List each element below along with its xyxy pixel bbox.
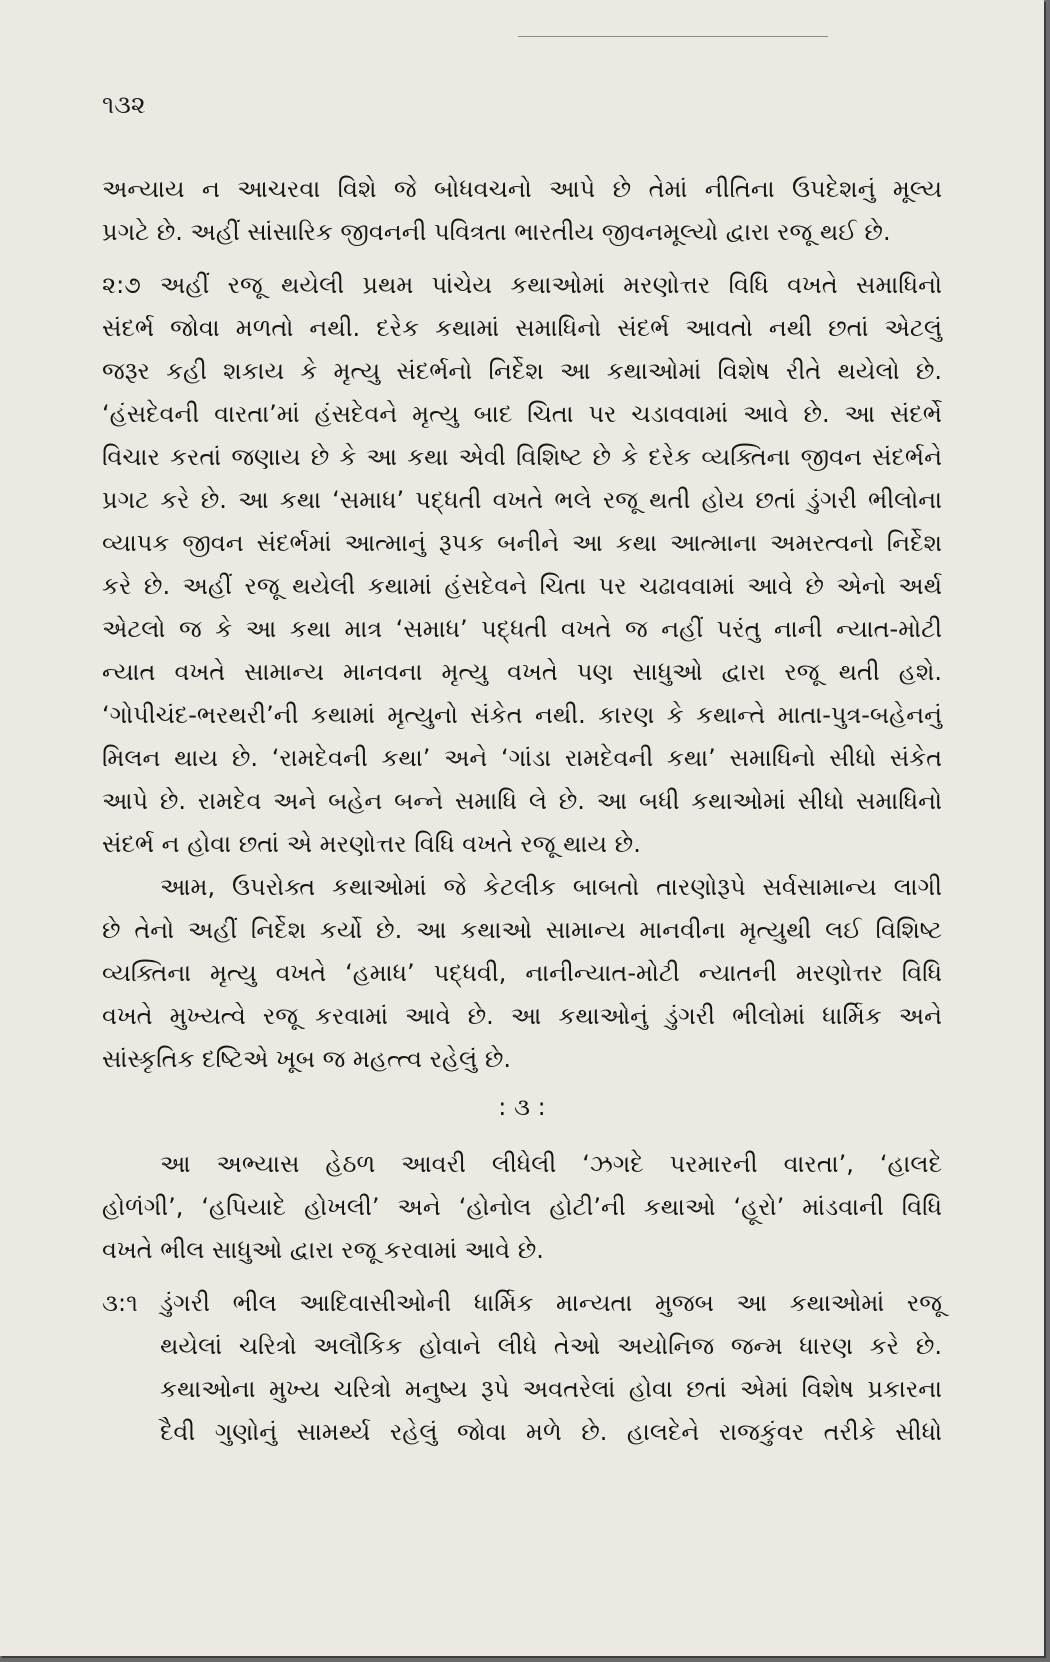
text-line: સાંસ્કૃતિક દષ્ટિએ ખૂબ જ મહત્ત્વ રહેલું છે. [102,1045,512,1073]
paragraph-number: ૩:૧ [102,1289,138,1317]
text-line: કરે છે. અહીં રજૂ થયેલી કથામાં હંસદેવને ચિતા પર ચઢાવવામાં આવે છે એનો અર્થ [102,572,942,600]
text-line: પ્રગટ કરે છે. આ કથા ‘સમાધ’ પદ્ધતી વખતે ભલે રજૂ થતી હોય છતાં ડુંગરી ભીલોના [102,486,942,514]
numbered-paragraph-start [102,1282,942,1325]
text-line: ન્યાત વખતે સામાન્ય માનવના મૃત્યુ વખતે પણ સાધુઓ દ્વારા રજૂ થતી હશે. [102,658,942,686]
text-line: ‘હંસદેવની વારતા’માં હંસદેવને મૃત્યુ બાદ ચિતા પર ચડાવવામાં આવે છે. આ સંદર્ભે [102,400,942,428]
text-line: આ અભ્યાસ હેઠળ આવરી લીધેલી ‘ઝગદે પરમારની વારતા’, ‘હાલદે [160,1150,942,1178]
text-line: વખતે ભીલ સાધુઓ દ્વારા રજૂ કરવામાં આવે છે. [102,1236,544,1264]
text-line: વ્યક્તિના મૃત્યુ વખતે ‘હમાધ’ પદ્ધવી, નાનીન્યાત-મોટી ન્યાતની મરણોત્તર વિધિ [102,959,942,987]
body-text [102,168,942,1454]
text-line: સંદર્ભ જોવા મળતો નથી. દરેક કથામાં સમાધિનો સંદર્ભ આવતો નથી છતાં એટલું [102,314,942,342]
text-line: આપે છે. રામદેવ અને બહેન બન્ને સમાધિ લે છે. આ બધી કથાઓમાં સીધો સમાધિનો [102,787,942,815]
text-line: ડુંગરી ભીલ આદિવાસીઓની ધાર્મિક માન્યતા મુજબ આ કથાઓમાં રજૂ [160,1289,942,1317]
text-line: વખતે મુખ્યત્વે રજૂ કરવામાં આવે છે. આ કથાઓનું ડુંગરી ભીલોમાં ધાર્મિક અને [102,1002,942,1030]
text-line: વિચાર કરતાં જણાય છે કે આ કથા એવી વિશિષ્ટ છે કે દરેક વ્યક્તિના જીવન સંદર્ભને [102,443,942,471]
text-line: ‘ગોપીચંદ-ભરથરી’ની કથામાં મૃત્યુનો સંકેત નથી. કારણ કે કથાન્તે માતા-પુત્ર-બહેનનું [102,701,942,729]
text-line: હોળંગી’, ‘હપિયાદે હોખલી’ અને ‘હોનોલ હોટી’ની કથાઓ ‘હૂરો’ માંડવાની વિધિ [102,1193,942,1221]
text-line: એટલો જ કે આ કથા માત્ર ‘સમાધ’ પદ્ધતી વખતે જ નહીં પરંતુ નાની ન્યાત-મોટી [102,615,942,643]
section-marker: : ૩ : [498,1093,546,1121]
text-line: આમ, ઉપરોક્ત કથાઓમાં જે કેટલીક બાબતો તારણોરૂપે સર્વસામાન્ય લાગી [160,873,942,901]
text-line: જરૂર કહી શકાય કે મૃત્યુ સંદર્ભનો નિર્દેશ આ કથાઓમાં વિશેષ રીતે થયેલો છે. [102,357,942,385]
text-line: છે તેનો અહીં નિર્દેશ કર્યો છે. આ કથાઓ સામાન્ય માનવીના મૃત્યુથી લઈ વિશિષ્ટ [102,916,942,944]
text-line: મિલન થાય છે. ‘રામદેવની કથા’ અને ‘ગાંડા રામદેવની કથા’ સમાધિનો સીધો સંકેત [102,744,942,772]
page-number: ૧૩૨ [102,90,146,119]
text-line: દૈવી ગુણોનું સામર્થ્ય રહેલું જોવા મળે છે. હાલદેને રાજકુંવર તરીકે સીધો [160,1418,942,1446]
text-line: પ્રગટે છે. અહીં સાંસારિક જીવનની પવિત્રતા ભારતીય જીવનમૂલ્યો દ્વારા રજૂ થઈ છે. [102,218,891,246]
text-line: સંદર્ભ ન હોવા છતાં એ મરણોત્તર વિધિ વખતે રજૂ થાય છે. [102,830,641,858]
numbered-paragraph-start [102,264,942,307]
paragraph-number: ૨:૭ [102,271,141,299]
text-line: થયેલાં ચરિત્રો અલૌકિક હોવાને લીધે તેઓ અયોનિજ જન્મ ધારણ કરે છે. [160,1332,942,1360]
top-rule [518,36,828,37]
text-line: વ્યાપક જીવન સંદર્ભમાં આત્માનું રૂપક બનીને આ કથા આત્માના અમરત્વનો નિર્દેશ [102,529,942,557]
text-line: કથાઓના મુખ્ય ચરિત્રો મનુષ્ય રૂપે અવતરેલાં હોવા છતાં એમાં વિશેષ પ્રકારના [160,1375,942,1403]
text-line: અહીં રજૂ થયેલી પ્રથમ પાંચેય કથાઓમાં મરણોત્તર વિધિ વખતે સમાધિનો [160,271,942,299]
text-line: અન્યાય ન આચરવા વિશે જે બોધવચનો આપે છે તેમાં નીતિના ઉપદેશનું મૂલ્ય [102,175,942,203]
